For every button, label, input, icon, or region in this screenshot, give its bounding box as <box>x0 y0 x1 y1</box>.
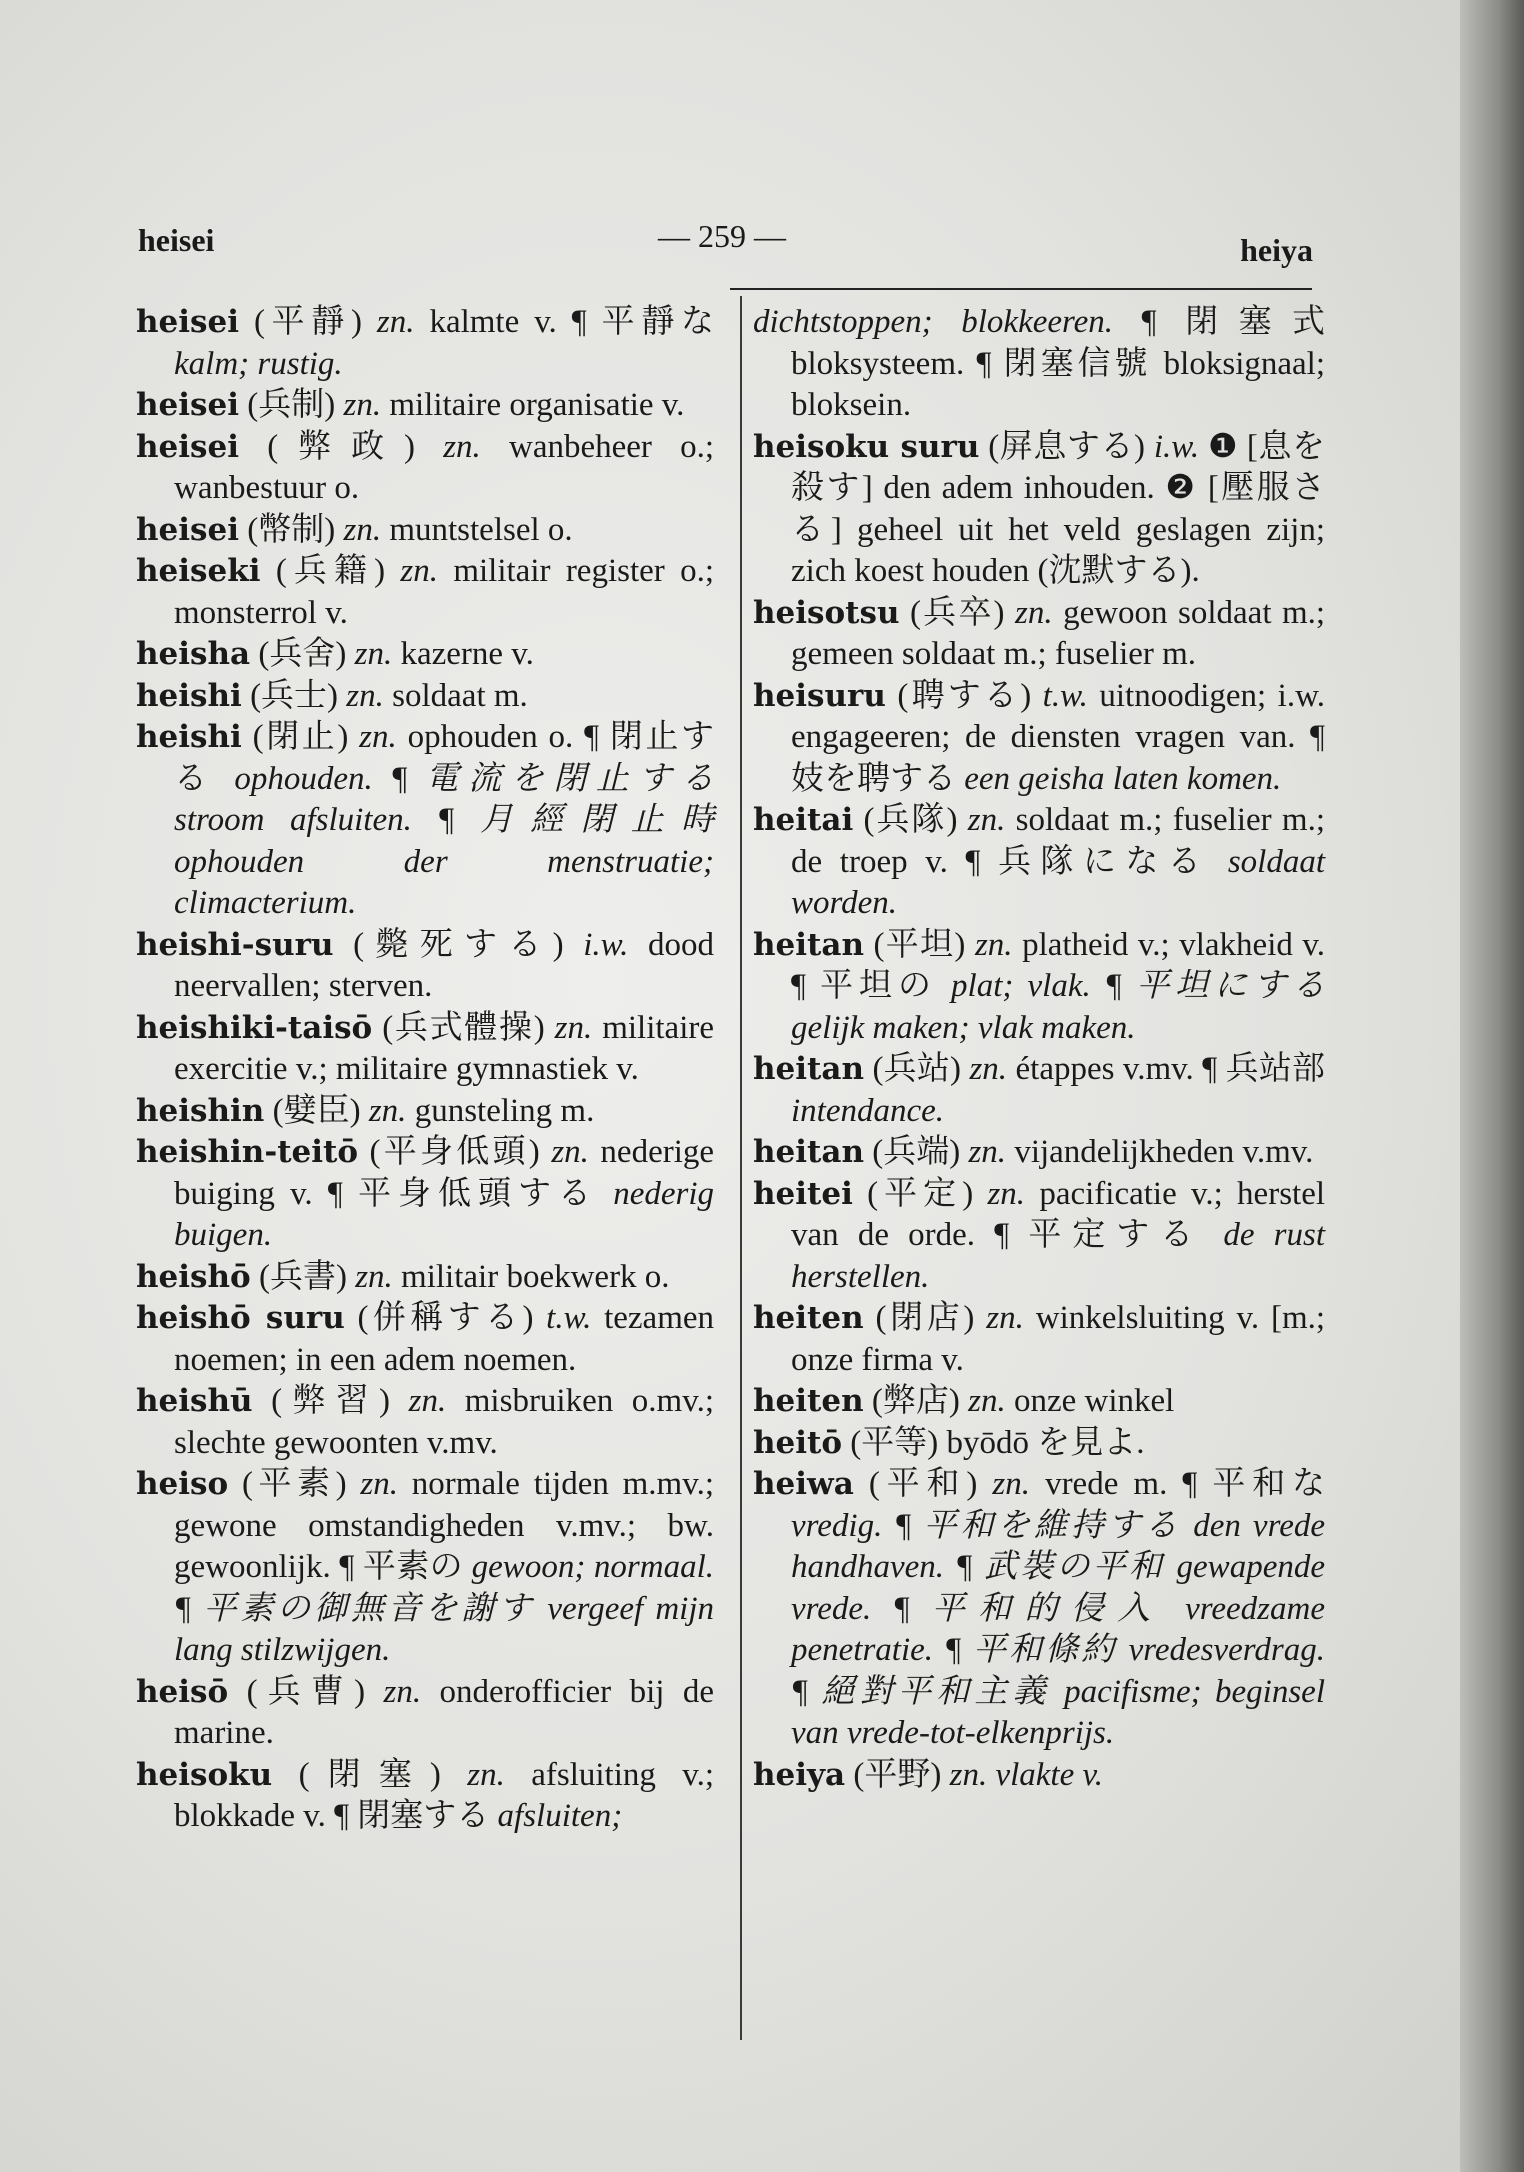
example: een geisha laten komen. <box>964 760 1282 797</box>
headword: heisei <box>136 428 239 465</box>
dictionary-entry <box>753 1298 1326 1381</box>
definition: kazerne v. <box>400 636 534 672</box>
kanji: (弊習) <box>271 1383 391 1419</box>
kanji: (兵舍) <box>258 636 347 672</box>
kanji: (平等) <box>850 1424 939 1461</box>
dictionary-entry <box>136 634 714 676</box>
example: kalm; rustig. <box>174 345 343 382</box>
dictionary-entry <box>136 717 715 925</box>
part-of-speech: zn. <box>968 1383 1006 1419</box>
dictionary-entry <box>753 925 1326 1050</box>
dictionary-entry <box>136 1755 715 1838</box>
example: gewoon; normaal. ¶ 平素の御無音を謝す vergeef mijn lang stilzwijgen. <box>174 1549 715 1668</box>
dictionary-entry <box>136 1132 715 1257</box>
headword: heitan <box>753 926 864 963</box>
definition: platheid v.; vlakheid v. ¶ 平坦の <box>791 926 1326 1004</box>
headword: heiwa <box>753 1466 854 1502</box>
book-gutter <box>1460 0 1524 2172</box>
headword: heisha <box>136 636 251 672</box>
dictionary-entry <box>136 302 714 385</box>
dictionary-entry <box>753 593 1326 676</box>
kanji: (嬖臣) <box>272 1092 361 1129</box>
kanji: (兵士) <box>250 677 339 714</box>
kanji: (斃死する) <box>353 926 564 963</box>
part-of-speech: zn. <box>967 802 1006 838</box>
headword: heitō <box>753 1424 843 1461</box>
kanji: (平身低頭) <box>369 1134 540 1170</box>
right-column <box>753 302 1325 1796</box>
example: nederig buigen. <box>174 1175 714 1253</box>
headword: heisei <box>136 387 239 423</box>
headword: heisuru <box>753 677 886 714</box>
example: plat; vlak. ¶ 平坦にする gelijk maken; vlak maken. <box>791 968 1326 1046</box>
definition: winkelsluiting v. [m.; onze firma v. <box>791 1300 1326 1378</box>
definition: ophouden o. ¶ 閉止する <box>174 719 715 797</box>
example: de rust herstellen. <box>791 1217 1325 1295</box>
dictionary-entry <box>753 302 1326 427</box>
headword: heitan <box>753 1134 864 1170</box>
definition: vrede m. ¶ 平和な <box>1045 1466 1326 1502</box>
part-of-speech: zn. <box>346 677 384 714</box>
dictionary-entry <box>753 1755 1325 1797</box>
definition: kalmte v. ¶ 平靜な <box>429 304 714 340</box>
dictionary-entry <box>136 385 714 427</box>
part-of-speech: zn. <box>383 1673 422 1710</box>
headword: heishi <box>136 719 242 755</box>
part-of-speech: zn. <box>467 1756 505 1793</box>
kanji: (弊政) <box>267 428 416 465</box>
definition: gewoon soldaat m.; gemeen soldaat m.; fuselier m. <box>791 594 1326 672</box>
part-of-speech: zn. <box>343 511 382 548</box>
kanji: (閉店) <box>875 1300 975 1336</box>
dictionary-entry <box>136 676 714 718</box>
example: ophouden. ¶ 電流を閉止する stroom afsluiten. ¶ 月經閉止時 ophouden der menstruatie; climacterium. <box>174 760 715 921</box>
dictionary-entry <box>753 1174 1326 1299</box>
definition: militair boekwerk o. <box>401 1258 670 1295</box>
definition: onze winkel <box>1013 1383 1175 1419</box>
running-head <box>138 218 1313 268</box>
kanji: (兵式體操) <box>382 1009 545 1046</box>
definition: étappes v.mv. ¶ 兵站部 <box>1015 1051 1326 1087</box>
part-of-speech: zn. <box>969 1051 1008 1087</box>
column-divider <box>740 296 742 2040</box>
dictionary-entry <box>136 1091 714 1133</box>
dictionary-entry <box>136 510 714 552</box>
dictionary-entry <box>753 1049 1326 1132</box>
part-of-speech: zn. <box>554 1009 593 1046</box>
part-of-speech: zn. <box>1015 594 1053 631</box>
part-of-speech: zn. <box>974 926 1013 963</box>
headword: heisei <box>136 304 239 340</box>
kanji: (平和) <box>868 1466 978 1502</box>
kanji: (弊店) <box>871 1383 960 1419</box>
part-of-speech: zn. <box>343 387 382 423</box>
running-head-right: heiya <box>1240 232 1313 268</box>
definition: wanbeheer o.; wanbestuur o. <box>174 428 715 506</box>
example: vlakte v. <box>995 1756 1103 1793</box>
page-number: — 259 — <box>658 218 786 254</box>
part-of-speech: zn. <box>443 428 481 465</box>
part-of-speech: zn. <box>359 719 397 755</box>
definition: muntstelsel o. <box>389 511 573 548</box>
headword: heitai <box>753 802 854 838</box>
headword: heishin-teitō <box>136 1134 359 1170</box>
dictionary-entry <box>136 1257 714 1299</box>
kanji: (兵站) <box>872 1051 961 1087</box>
kanji: (兵曹) <box>246 1673 366 1710</box>
headword: heisotsu <box>753 594 900 631</box>
part-of-speech: zn. <box>992 1466 1030 1502</box>
kanji: (兵隊) <box>863 802 958 838</box>
dictionary-entry <box>753 1423 1325 1465</box>
kanji: (平坦) <box>873 926 966 963</box>
dictionary-entry <box>136 925 714 1008</box>
headword: heishin <box>136 1092 265 1129</box>
headword: heishō suru <box>136 1300 345 1336</box>
kanji: (屏息する) <box>988 428 1146 465</box>
definition: nederige buiging v. ¶ 平身低頭する <box>174 1134 715 1212</box>
definition: tezamen noemen; in een adem noemen. <box>174 1300 715 1378</box>
headword: heiso <box>136 1466 229 1502</box>
running-head-left: heisei <box>138 222 215 258</box>
dictionary-entry <box>753 1132 1325 1174</box>
headword: heisoku <box>136 1756 273 1793</box>
definition: onderofficier bij de marine. <box>174 1673 714 1751</box>
header-rule <box>730 288 1312 290</box>
kanji: (平定) <box>867 1175 974 1212</box>
kanji: (幣制) <box>247 511 336 548</box>
definition: militaire exercitie v.; militaire gymnastiek v. <box>174 1009 714 1087</box>
headword: heiya <box>753 1756 846 1793</box>
part-of-speech: t.w. <box>1042 677 1088 714</box>
definition: militair register o.; monsterrol v. <box>174 553 715 631</box>
kanji: (兵書) <box>258 1258 347 1295</box>
left-column <box>136 302 714 1838</box>
definition: soldaat m.; fuselier m.; de troep v. ¶ 兵隊になる <box>791 802 1326 880</box>
example: soldaat worden. <box>791 843 1325 921</box>
definition: uitnoodigen; i.w. engageeren; de diensten vragen van. ¶ 妓を聘する <box>791 677 1326 797</box>
part-of-speech: zn. <box>376 304 415 340</box>
part-of-speech: i.w. <box>583 926 629 963</box>
headword: heiseki <box>136 553 261 589</box>
headword: heitan <box>753 1051 864 1087</box>
kanji: (平素) <box>241 1466 347 1502</box>
kanji: (兵端) <box>872 1134 961 1170</box>
part-of-speech: t.w. <box>546 1300 592 1336</box>
definition: afsluiting v.; blokkade v. ¶ 閉塞する <box>174 1756 715 1834</box>
definition: misbruiken o.mv.; slechte gewoonten v.mv. <box>174 1383 715 1461</box>
dictionary-entry <box>136 551 715 634</box>
example: dichtstoppen; blokkeeren. <box>753 304 1114 340</box>
part-of-speech: zn. <box>949 1756 988 1793</box>
definition: militaire organisatie v. <box>389 387 685 423</box>
headword: heiten <box>753 1383 864 1419</box>
dictionary-entry <box>136 1672 714 1755</box>
definition: vijandelijkheden v.mv. <box>1014 1134 1314 1170</box>
dictionary-entry <box>753 676 1326 801</box>
part-of-speech: zn. <box>400 553 438 589</box>
headword: heishi-suru <box>136 926 334 963</box>
definition: pacificatie v.; herstel van de orde. ¶ 平定する <box>791 1175 1326 1253</box>
kanji: (兵卒) <box>909 594 1005 631</box>
part-of-speech: zn. <box>368 1092 407 1129</box>
definition: gunsteling m. <box>414 1092 595 1129</box>
headword: heitei <box>753 1175 853 1212</box>
dictionary-entry <box>753 1464 1326 1755</box>
dictionary-entry <box>136 1298 715 1381</box>
kanji: (兵制) <box>247 387 336 423</box>
dictionary-entry <box>136 1464 715 1672</box>
part-of-speech: zn. <box>354 636 393 672</box>
part-of-speech: zn. <box>968 1134 1007 1170</box>
dictionary-entry <box>753 800 1326 925</box>
dictionary-entry <box>753 427 1326 593</box>
definition: normale tijden m.mv.; gewone omstandigheden v.mv.; bw. gewoonlijk. ¶ 平素の <box>174 1466 715 1585</box>
part-of-speech: zn. <box>408 1383 447 1419</box>
example: vredig. ¶ 平和を維持する den vrede handhaven. ¶ 武裝の平和 gewapende vrede. ¶ 平和的侵入 vreedzame penetratie. ¶ 平和條約 vredesverdrag. ¶ 絕對平和主義 pacifisme; beginsel van vrede-tot-elkenprijs. <box>791 1507 1325 1751</box>
part-of-speech: i.w. <box>1153 428 1200 465</box>
definition: ❶ [息を殺す] den adem inhouden. ❷ [壓服さる] geheel uit het veld geslagen zijn; zich koest houden (沈默する). <box>791 428 1326 589</box>
part-of-speech: zn. <box>360 1466 398 1502</box>
kanji: (平靜) <box>253 304 362 340</box>
definition: soldaat m. <box>392 677 528 714</box>
example: afsluiten; <box>497 1798 623 1834</box>
kanji: (聘する) <box>897 677 1032 714</box>
headword: heisoku suru <box>753 428 980 465</box>
dictionary-entry <box>753 1381 1325 1423</box>
definition-continued: ¶ 閉塞式 bloksysteem. ¶ 閉塞信號 bloksignaal; bloksein. <box>791 304 1326 423</box>
dictionary-entry <box>136 1008 714 1091</box>
kanji: (閉止) <box>252 719 349 755</box>
headword: heishū <box>136 1383 253 1419</box>
definition: dood neervallen; sterven. <box>174 926 714 1004</box>
part-of-speech: zn. <box>551 1134 589 1170</box>
headword: heishiki-taisō <box>136 1009 373 1046</box>
definition: byōdō を見よ. <box>946 1424 1145 1461</box>
headword: heisei <box>136 511 239 548</box>
part-of-speech: zn. <box>355 1258 393 1295</box>
part-of-speech: zn. <box>987 1175 1026 1212</box>
headword: heiten <box>753 1300 864 1336</box>
kanji: (併稱する) <box>357 1300 534 1336</box>
dictionary-entry <box>136 427 715 510</box>
part-of-speech: zn. <box>986 1300 1024 1336</box>
headword: heisō <box>136 1673 229 1710</box>
example: intendance. <box>791 1092 945 1129</box>
dictionary-entry <box>136 1381 715 1464</box>
headword: heishi <box>136 677 242 714</box>
kanji: (閉塞) <box>298 1756 441 1793</box>
headword: heishō <box>136 1258 251 1295</box>
kanji: (兵籍) <box>275 553 386 589</box>
kanji: (平野) <box>853 1756 942 1793</box>
